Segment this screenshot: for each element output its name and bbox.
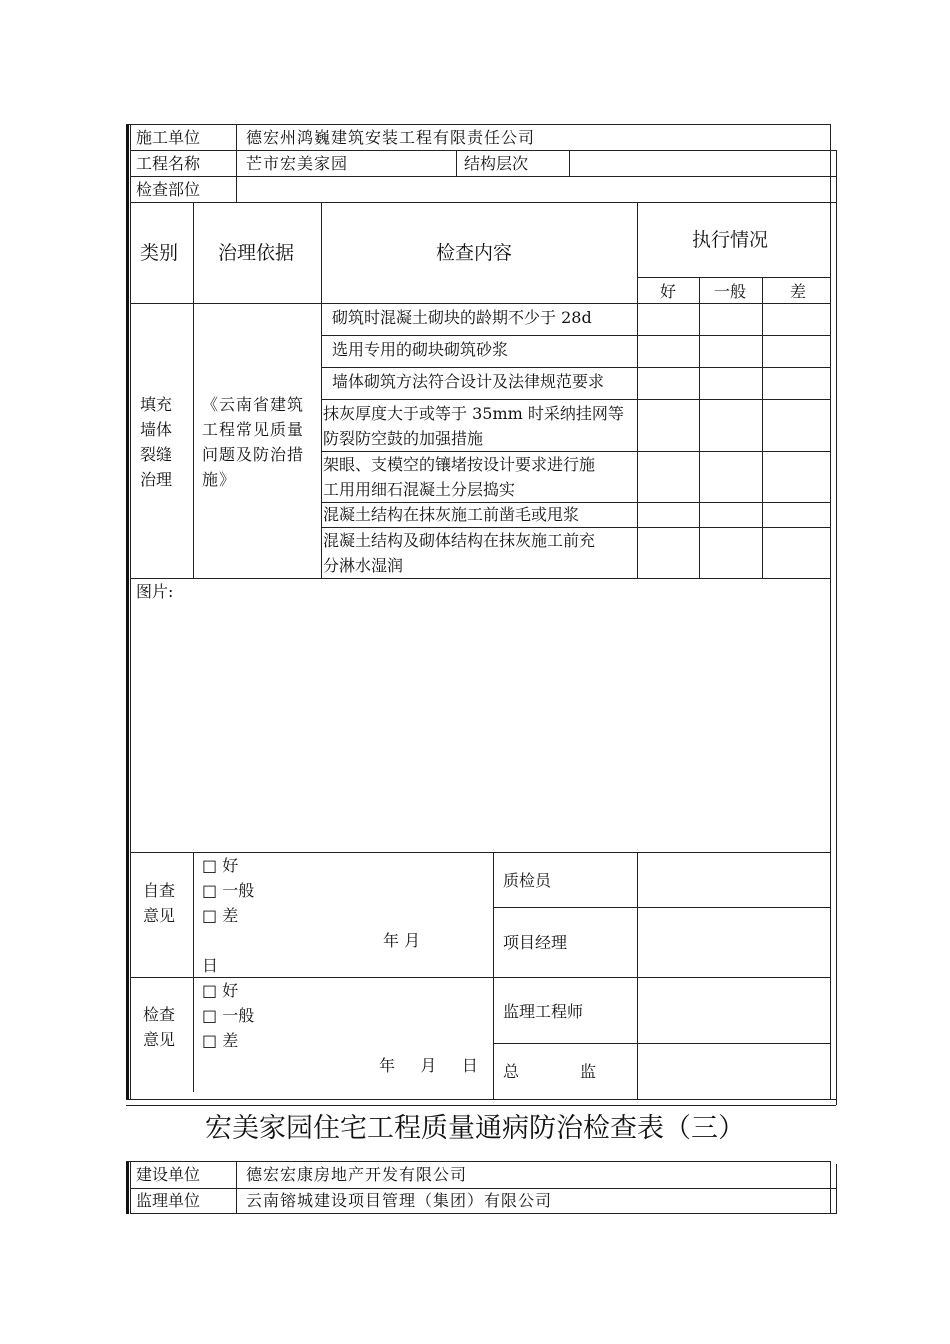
table-bottom-outer-border [126, 1105, 836, 1106]
basis-line: 《云南省建筑 [202, 395, 305, 414]
page-title: 宏美家园住宅工程质量通病防治检查表（三） [205, 1113, 745, 1144]
col-divider [456, 150, 457, 176]
category-cell [140, 392, 172, 492]
row-divider [493, 1043, 830, 1044]
row-divider [130, 1188, 836, 1189]
check-item-cont: 防裂防空鼓的加强措施 [323, 429, 484, 448]
check-item: 选用专用的砌块砌筑砂浆 [332, 340, 509, 359]
col-divider [193, 202, 194, 578]
col-header-average: 一般 [714, 282, 747, 301]
self-check-date-day: 日 [202, 956, 219, 975]
col-divider [193, 852, 194, 1092]
check-item: 混凝土结构及砌体结构在抹灰施工前充 [323, 531, 596, 550]
option-good-checkbox[interactable]: □ 好 [202, 981, 239, 1000]
project-name-value: 芒市宏美家园 [246, 154, 349, 173]
table-bottom-border [126, 1099, 836, 1100]
check-item: 抹灰厚度大于或等于 35mm 时采纳挂网等 [323, 404, 624, 423]
col-divider [569, 150, 570, 176]
col-header-content: 检查内容 [436, 242, 513, 264]
basis-cell [202, 392, 304, 492]
option-average-checkbox[interactable]: □ 一般 [202, 881, 255, 900]
photo-label: 图片: [136, 582, 174, 601]
table-left-border [126, 124, 129, 1100]
row-divider [322, 399, 830, 400]
check-item: 混凝土结构在抹灰施工前凿毛或甩浆 [323, 505, 580, 524]
col-divider [321, 202, 322, 578]
option-average-checkbox[interactable]: □ 一般 [202, 1006, 255, 1025]
col-header-good: 好 [660, 282, 677, 301]
structure-level-label: 结构层次 [464, 154, 529, 173]
col-divider [493, 852, 494, 1099]
row-divider [322, 502, 830, 503]
table-right-outer-border [836, 1164, 837, 1214]
inspection-label-line: 意见 [143, 1030, 176, 1049]
quality-inspector-label: 质检员 [503, 871, 552, 890]
table-left-border [126, 1161, 129, 1214]
construction-unit-label: 施工单位 [136, 128, 201, 147]
inspection-options [202, 978, 254, 1053]
option-poor-checkbox[interactable]: □ 差 [202, 906, 239, 925]
construction-unit-value: 德宏州鸿巍建筑安装工程有限责任公司 [246, 128, 536, 147]
basis-line: 施》 [202, 470, 237, 489]
col-header-execution: 执行情况 [692, 229, 769, 251]
row-divider [637, 277, 830, 278]
self-check-date: 年 月 [383, 931, 421, 950]
category-line: 裂缝 [140, 445, 173, 464]
table-right-outer-border [836, 150, 837, 1105]
project-name-label: 工程名称 [136, 154, 201, 173]
col-header-poor: 差 [790, 282, 807, 301]
supervision-engineer-label: 监理工程师 [503, 1002, 584, 1021]
check-item: 墙体砌筑方法符合设计及法律规范要求 [332, 372, 605, 391]
table-top-border [126, 1161, 831, 1162]
self-check-label-line: 意见 [143, 906, 176, 925]
basis-line: 问题及防治措 [202, 445, 305, 464]
builder-value: 德宏宏康房地产开发有限公司 [246, 1165, 468, 1184]
project-manager-label: 项目经理 [503, 933, 568, 952]
builder-label: 建设单位 [136, 1165, 201, 1184]
self-check-label [143, 878, 175, 928]
row-divider [322, 451, 830, 452]
supervisor-label: 监理单位 [136, 1191, 201, 1210]
col-divider [762, 277, 763, 578]
category-line: 墙体 [140, 420, 173, 439]
inspection-date: 年 月 日 [379, 1056, 478, 1075]
option-good-checkbox[interactable]: □ 好 [202, 856, 239, 875]
table-bottom-border [130, 1213, 836, 1214]
table-top-border [126, 124, 831, 125]
self-check-options [202, 853, 254, 928]
row-divider [130, 578, 830, 579]
option-poor-checkbox[interactable]: □ 差 [202, 1031, 239, 1050]
inspection-label-line: 检查 [143, 1005, 176, 1024]
col-divider [637, 202, 638, 578]
inspection-part-label: 检查部位 [136, 180, 201, 199]
category-line: 填充 [140, 395, 173, 414]
col-divider [236, 124, 237, 202]
row-divider [322, 527, 830, 528]
chief-supervisor-label: 总 监 [503, 1062, 597, 1081]
supervisor-value: 云南镕城建设项目管理（集团）有限公司 [246, 1191, 553, 1210]
self-check-label-line: 自查 [143, 881, 176, 900]
row-divider [130, 202, 836, 203]
inspection-label [143, 1002, 175, 1052]
table-right-border [830, 124, 831, 1100]
row-divider [322, 367, 830, 368]
table-left-inner-border [130, 124, 131, 1100]
col-header-basis: 治理依据 [218, 242, 295, 264]
col-divider [637, 852, 638, 1099]
check-item-cont: 工用用细石混凝土分层捣实 [323, 480, 516, 499]
row-divider [493, 907, 830, 908]
row-divider [130, 303, 830, 304]
col-divider [699, 277, 700, 578]
row-divider [322, 335, 830, 336]
category-line: 治理 [140, 470, 173, 489]
check-item-cont: 分淋水湿润 [323, 556, 404, 575]
check-item: 砌筑时混凝土砌块的龄期不少于 28d [332, 308, 592, 327]
col-header-category: 类别 [140, 242, 179, 264]
basis-line: 工程常见质量 [202, 420, 305, 439]
check-item: 架眼、支模空的镶堵按设计要求进行施 [323, 455, 596, 474]
